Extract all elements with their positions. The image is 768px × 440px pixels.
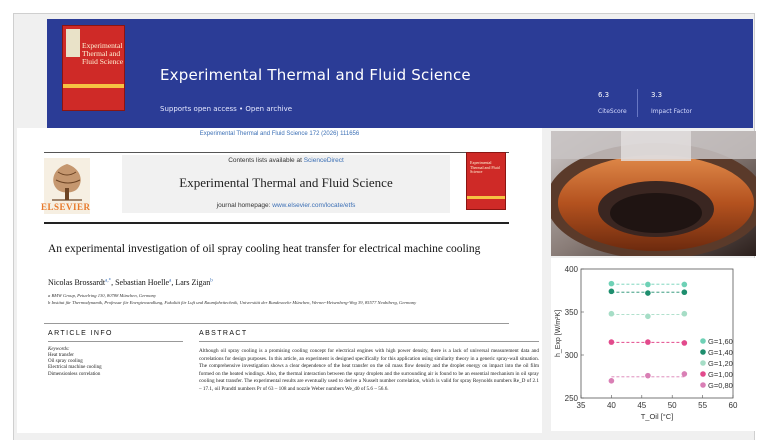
sciencedirect-link[interactable]: ScienceDirect [303, 157, 344, 164]
data-point [609, 378, 615, 384]
y-tick-label: 400 [564, 265, 578, 274]
author-list [48, 278, 213, 287]
data-point [645, 314, 651, 320]
publisher-name: ELSEVIER [41, 202, 91, 212]
data-point [682, 371, 688, 377]
affiliation-a: a BMW Group, Petuelring 130, 80788 München, Germany [48, 293, 157, 298]
data-point [609, 339, 615, 345]
heat-transfer-chart [551, 258, 756, 431]
data-point [682, 340, 688, 346]
paper-first-page [17, 128, 542, 433]
legend-marker [700, 349, 706, 355]
contents-available [122, 157, 450, 164]
x-tick-label: 60 [728, 401, 738, 410]
journal-cover-small [466, 152, 506, 210]
y-tick-label: 350 [564, 308, 578, 317]
keyword-item[interactable]: Oil spray cooling [48, 359, 83, 365]
impact-factor-value: 3.3 [651, 91, 663, 99]
citescore-metric[interactable] [598, 91, 627, 115]
author-sep: , [111, 278, 116, 287]
data-point [645, 290, 651, 296]
legend-label: G=1,40 [708, 348, 733, 357]
impact-factor-label: Impact Factor [651, 108, 693, 115]
cover-right-title: Experimental Thermal and Fluid Science [470, 160, 500, 174]
article-info-heading: ARTICLE INFO [48, 330, 113, 337]
journal-box-title: Experimental Thermal and Fluid Science [179, 175, 393, 190]
keyword-item[interactable]: Heat transfer [48, 353, 74, 358]
data-point [682, 311, 688, 317]
chart-svg [551, 258, 756, 431]
data-point [682, 289, 688, 295]
stator-image [551, 131, 756, 256]
journal-title[interactable]: Experimental Thermal and Fluid Science [160, 66, 471, 84]
affiliation-b: b Institut für Thermodynamik, Professur für Energiewandlung, Fakultät für Luft und Raumfahrttechnik, Universität der Bundeswehr München, Werner-Heisenberg-Weg 39, 85577 Neubiberg, Germany [48, 300, 417, 305]
keyword-item[interactable]: Dimensionless correlation [48, 371, 101, 377]
x-tick-label: 55 [698, 401, 708, 410]
abstract-rule [199, 341, 539, 342]
data-point [609, 289, 615, 295]
keyword-list [48, 353, 102, 378]
abstract-heading: ABSTRACT [199, 330, 248, 337]
citescore-value: 6.3 [598, 91, 610, 99]
journal-header-banner [47, 19, 753, 128]
citation-line[interactable]: Experimental Thermal and Fluid Science 172 (2026) 111656 [199, 131, 360, 137]
journal-homepage [122, 202, 450, 209]
header-rule-top [44, 152, 509, 153]
x-tick-label: 45 [637, 401, 647, 410]
data-point [645, 282, 651, 288]
x-tick-label: 35 [576, 401, 586, 410]
keywords-label: Keywords: [48, 347, 70, 352]
legend-marker [700, 371, 706, 377]
legend-marker [700, 360, 706, 366]
data-point [609, 281, 615, 287]
x-tick-label: 40 [606, 401, 616, 410]
metric-divider [637, 89, 638, 117]
abstract-text: Although oil spray cooling is a promising cooling concept for electrical engines with high power density, there is a lack of universal measurement data and correlations for design purposes. In this article, an experiment is designed specifically for this application using similarity theory in a generic spray-wall situation. The comprehensive investigation shows a clear dependence of the heat transfer on the oil mass flow density and the droplet energy on impact into the oil film formed on the heated windings. Also, the thermal interaction between the spray droplets and the surrounding air is found to be an essential mechanism in oil spray cooling heat transfer. The experimental results are eventually used to derive a Nusselt number correlation, which is valid for spray Reynolds numbers Re_D of 2.1 – 17.1, oil Prandtl numbers Pr of 63 – 108 and nozzle Weber numbers We_d0 of 5.6 – 56.6. [199, 348, 539, 392]
header-rule-bottom [44, 222, 509, 224]
legend-marker [700, 382, 706, 388]
author-sep: , [171, 278, 176, 287]
author-affil-mark[interactable]: a [169, 278, 172, 284]
y-tick-label: 300 [564, 351, 578, 360]
legend-label: G=0,80 [708, 381, 733, 390]
data-point [645, 339, 651, 345]
impact-factor-metric[interactable] [651, 91, 692, 115]
y-tick-label: 250 [564, 394, 578, 403]
legend-label: G=1,00 [708, 370, 733, 379]
legend-label: G=1,20 [708, 359, 733, 368]
cover-title: Experimental Thermal and Fluid Science [82, 41, 124, 66]
keyword-item[interactable]: Electrical machine cooling [48, 365, 102, 371]
author-name[interactable]: Sebastian Hoelle [115, 278, 170, 287]
journal-cover-thumbnail[interactable] [62, 25, 125, 111]
author-name[interactable]: Lars Zigan [175, 278, 211, 287]
journal-contents-box [122, 155, 450, 213]
x-axis-label: T_Oil [°C] [640, 412, 674, 421]
keywords-rule [48, 341, 183, 342]
data-point [645, 373, 651, 379]
legend-label: G=1,60 [708, 337, 733, 346]
data-point [682, 282, 688, 288]
homepage-prefix: journal homepage: [216, 202, 273, 209]
journal-logo-mark [66, 29, 80, 57]
cover-band [63, 84, 124, 88]
citescore-label: CiteScore [598, 108, 627, 115]
author-affil-mark[interactable]: b [210, 278, 213, 284]
homepage-link[interactable]: www.elsevier.com/locate/etfs [272, 202, 356, 209]
cover-right-band [467, 196, 505, 199]
legend-marker [700, 338, 706, 344]
data-point [609, 311, 615, 317]
info-rule [44, 323, 509, 324]
contents-prefix: Contents lists available at [228, 157, 304, 164]
access-info: Supports open access • Open archive [160, 105, 293, 113]
article-title: An experimental investigation of oil spray cooling heat transfer for electrical machine cooling [48, 243, 481, 255]
author-name[interactable]: Nicolas Brossardt [48, 278, 106, 287]
y-axis-label: h_Exp [W/m²K] [555, 309, 562, 358]
x-tick-label: 50 [667, 401, 677, 410]
electric-motor-stator-photo [551, 131, 756, 256]
author-affil-mark[interactable]: a,* [105, 278, 112, 284]
